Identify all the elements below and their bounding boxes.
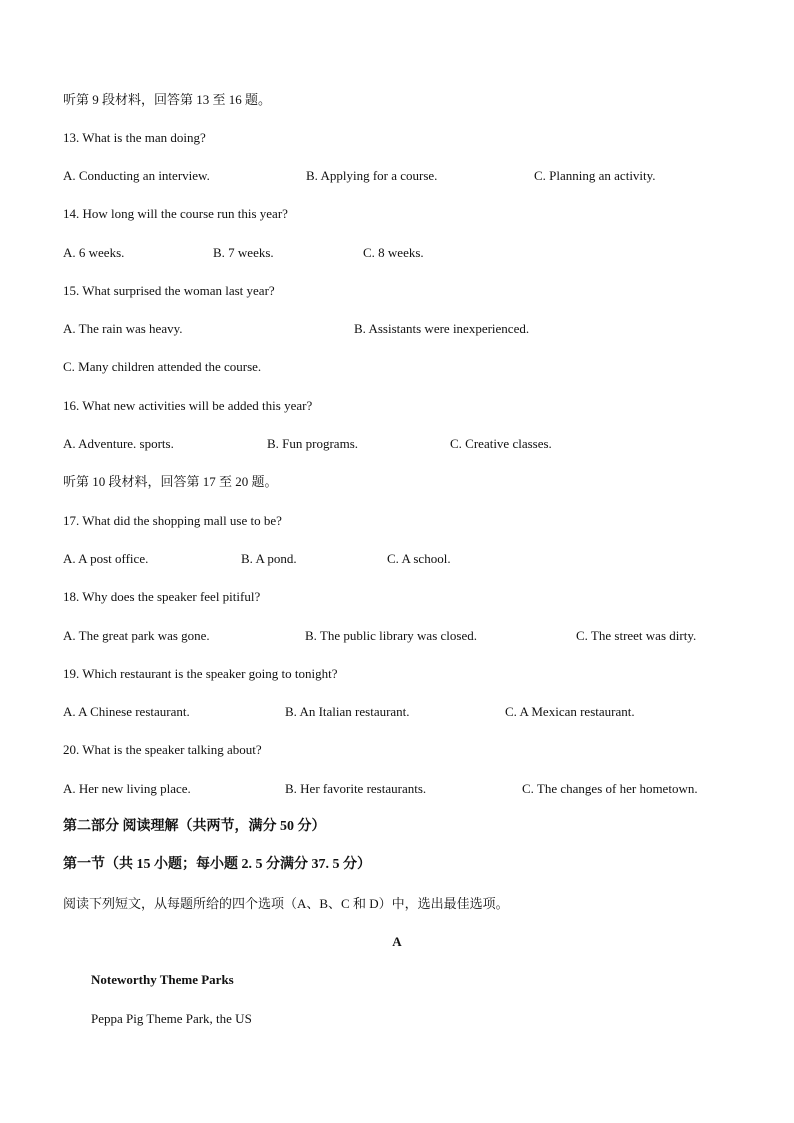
q18-option-c: C. The street was dirty. [576,628,697,643]
q17-option-c: C. A school. [387,551,451,566]
q15-option-a: A. The rain was heavy. [63,321,183,336]
q15-option-c: C. Many children attended the course. [63,359,262,374]
listening-intro-10: 听第 10 段材料，回答第 17 至 20 题。 [63,474,278,489]
section-one-heading: 第一节（共 15 小题；每小题 2. 5 分满分 37. 5 分） [63,857,371,872]
q20-option-c: C. The changes of her hometown. [522,781,698,796]
q17-option-a: A. A post office. [63,551,149,566]
passage-title: Noteworthy Theme Parks [91,972,234,987]
q19-option-a: A. A Chinese restaurant. [63,704,190,719]
q18-option-a: A. The great park was gone. [63,628,210,643]
reading-instruction: 阅读下列短文，从每题所给的四个选项（A、B、C 和 D）中，选出最佳选项。 [63,896,509,911]
passage-letter: A [392,934,402,949]
q16-option-b: B. Fun programs. [267,436,358,451]
q14-option-c: C. 8 weeks. [363,245,424,260]
q14-option-b: B. 7 weeks. [213,245,274,260]
q13-option-a: A. Conducting an interview. [63,168,210,183]
listening-intro-9: 听第 9 段材料，回答第 13 至 16 题。 [63,92,272,107]
passage-line: Peppa Pig Theme Park, the US [91,1011,252,1026]
q16-option-c: C. Creative classes. [450,436,552,451]
q19-option-b: B. An Italian restaurant. [285,704,410,719]
q13-option-b: B. Applying for a course. [306,168,438,183]
question-20: 20. What is the speaker talking about? [63,742,262,757]
q15-option-b: B. Assistants were inexperienced. [354,321,530,336]
q20-option-a: A. Her new living place. [63,781,191,796]
q14-option-a: A. 6 weeks. [63,245,125,260]
question-16: 16. What new activities will be added this year? [63,398,313,413]
question-18: 18. Why does the speaker feel pitiful? [63,589,261,604]
q16-option-a: A. Adventure. sports. [63,436,174,451]
part-two-heading: 第二部分 阅读理解（共两节，满分 50 分） [63,819,326,834]
q19-option-c: C. A Mexican restaurant. [505,704,635,719]
q20-option-b: B. Her favorite restaurants. [285,781,427,796]
q18-option-b: B. The public library was closed. [305,628,477,643]
question-15: 15. What surprised the woman last year? [63,283,275,298]
question-14: 14. How long will the course run this year? [63,206,288,221]
q17-option-b: B. A pond. [241,551,297,566]
question-19: 19. Which restaurant is the speaker going to tonight? [63,666,338,681]
question-17: 17. What did the shopping mall use to be? [63,513,282,528]
q13-option-c: C. Planning an activity. [534,168,656,183]
question-13: 13. What is the man doing? [63,130,206,145]
